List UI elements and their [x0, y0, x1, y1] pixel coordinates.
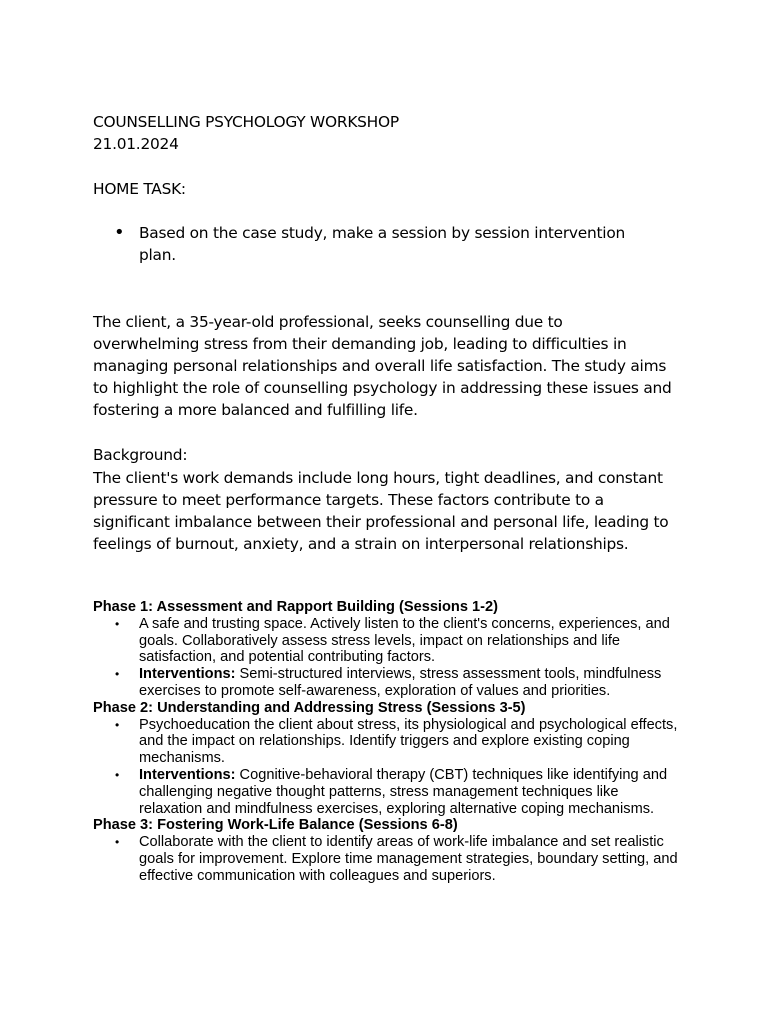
phase-bullet-list — [93, 717, 683, 818]
phase-title: Phase 2: Understanding and Addressing Stress (Sessions 3-5) — [93, 699, 526, 716]
phase-title: Phase 1: Assessment and Rapport Building (Sessions 1-2) — [93, 599, 498, 615]
phase-bullet — [93, 767, 683, 817]
document-title: COUNSELLING PSYCHOLOGY WORKSHOP — [93, 113, 399, 131]
bullet-icon: • — [115, 667, 120, 682]
phase-bullet-text: A safe and trusting space. Actively listen to the client's concerns, experiences, and goals. Collaboratively assess stress levels, impact on relationships and life satisfaction, and potential contributing factors. — [139, 615, 670, 666]
phase-bullet-text: Psychoeducation the client about stress, its physiological and psychological effects, and the impact on relationships. Identify triggers and explore existing coping mechanisms. — [139, 716, 678, 767]
bullet-icon: • — [115, 835, 120, 850]
phase-bullet-list — [93, 616, 683, 700]
phase-bullet-text: Collaborate with the client to identify areas of work-life imbalance and set realistic goals for improvement. Explore time management strategies, boundary setting, and effective communication with colleagues and superiors. — [139, 834, 678, 884]
bullet-icon: • — [115, 767, 120, 782]
phases-section — [93, 599, 683, 885]
document-date: 21.01.2024 — [93, 135, 179, 153]
home-task-item — [93, 222, 653, 266]
phase-bullet — [93, 616, 683, 666]
document-header — [93, 111, 653, 155]
home-task-item-text: Based on the case study, make a session by session intervention plan. — [139, 224, 625, 264]
bullet-icon: • — [115, 717, 120, 732]
home-task-list — [93, 222, 653, 266]
phase-bullet-text: Cognitive-behavioral therapy (CBT) techniques like identifying and challenging negative thought patterns, stress management techniques like relaxation and mindfulness exercises, exploring alternative coping mechanisms. — [139, 766, 668, 817]
background-label: Background: — [93, 446, 188, 464]
background-text: The client's work demands include long hours, tight deadlines, and constant pressure to meet performance targets. These factors contribute to a significant imbalance between their professional and personal life, leading to feelings of burnout, anxiety, and a strain on interpersonal relationships. — [93, 469, 669, 553]
phase-bullet — [93, 834, 683, 884]
phase-bullet — [93, 666, 683, 700]
case-study-intro: The client, a 35-year-old professional, seeks counselling due to overwhelming stress from their demanding job, leading to difficulties in managing personal relationships and overall life satisfaction. The study aims to highlight the role of counselling psychology in addressing these issues and fostering a more balanced and fulfilling life. — [93, 313, 672, 419]
phase-bullet-text: Semi-structured interviews, stress assessment tools, mindfulness exercises to promote self-awareness, exploration of values and priorities. — [139, 666, 662, 699]
bullet-icon: • — [115, 616, 120, 631]
phase-title: Phase 3: Fostering Work-Life Balance (Sessions 6-8) — [93, 817, 458, 834]
phase-bullet-list — [93, 834, 683, 884]
home-task-label: HOME TASK: — [93, 180, 186, 198]
phase-bullet-label: Interventions: — [139, 766, 236, 783]
phase-bullet — [93, 717, 683, 767]
phase-bullet-label: Interventions: — [139, 666, 236, 683]
bullet-icon: • — [114, 222, 125, 243]
